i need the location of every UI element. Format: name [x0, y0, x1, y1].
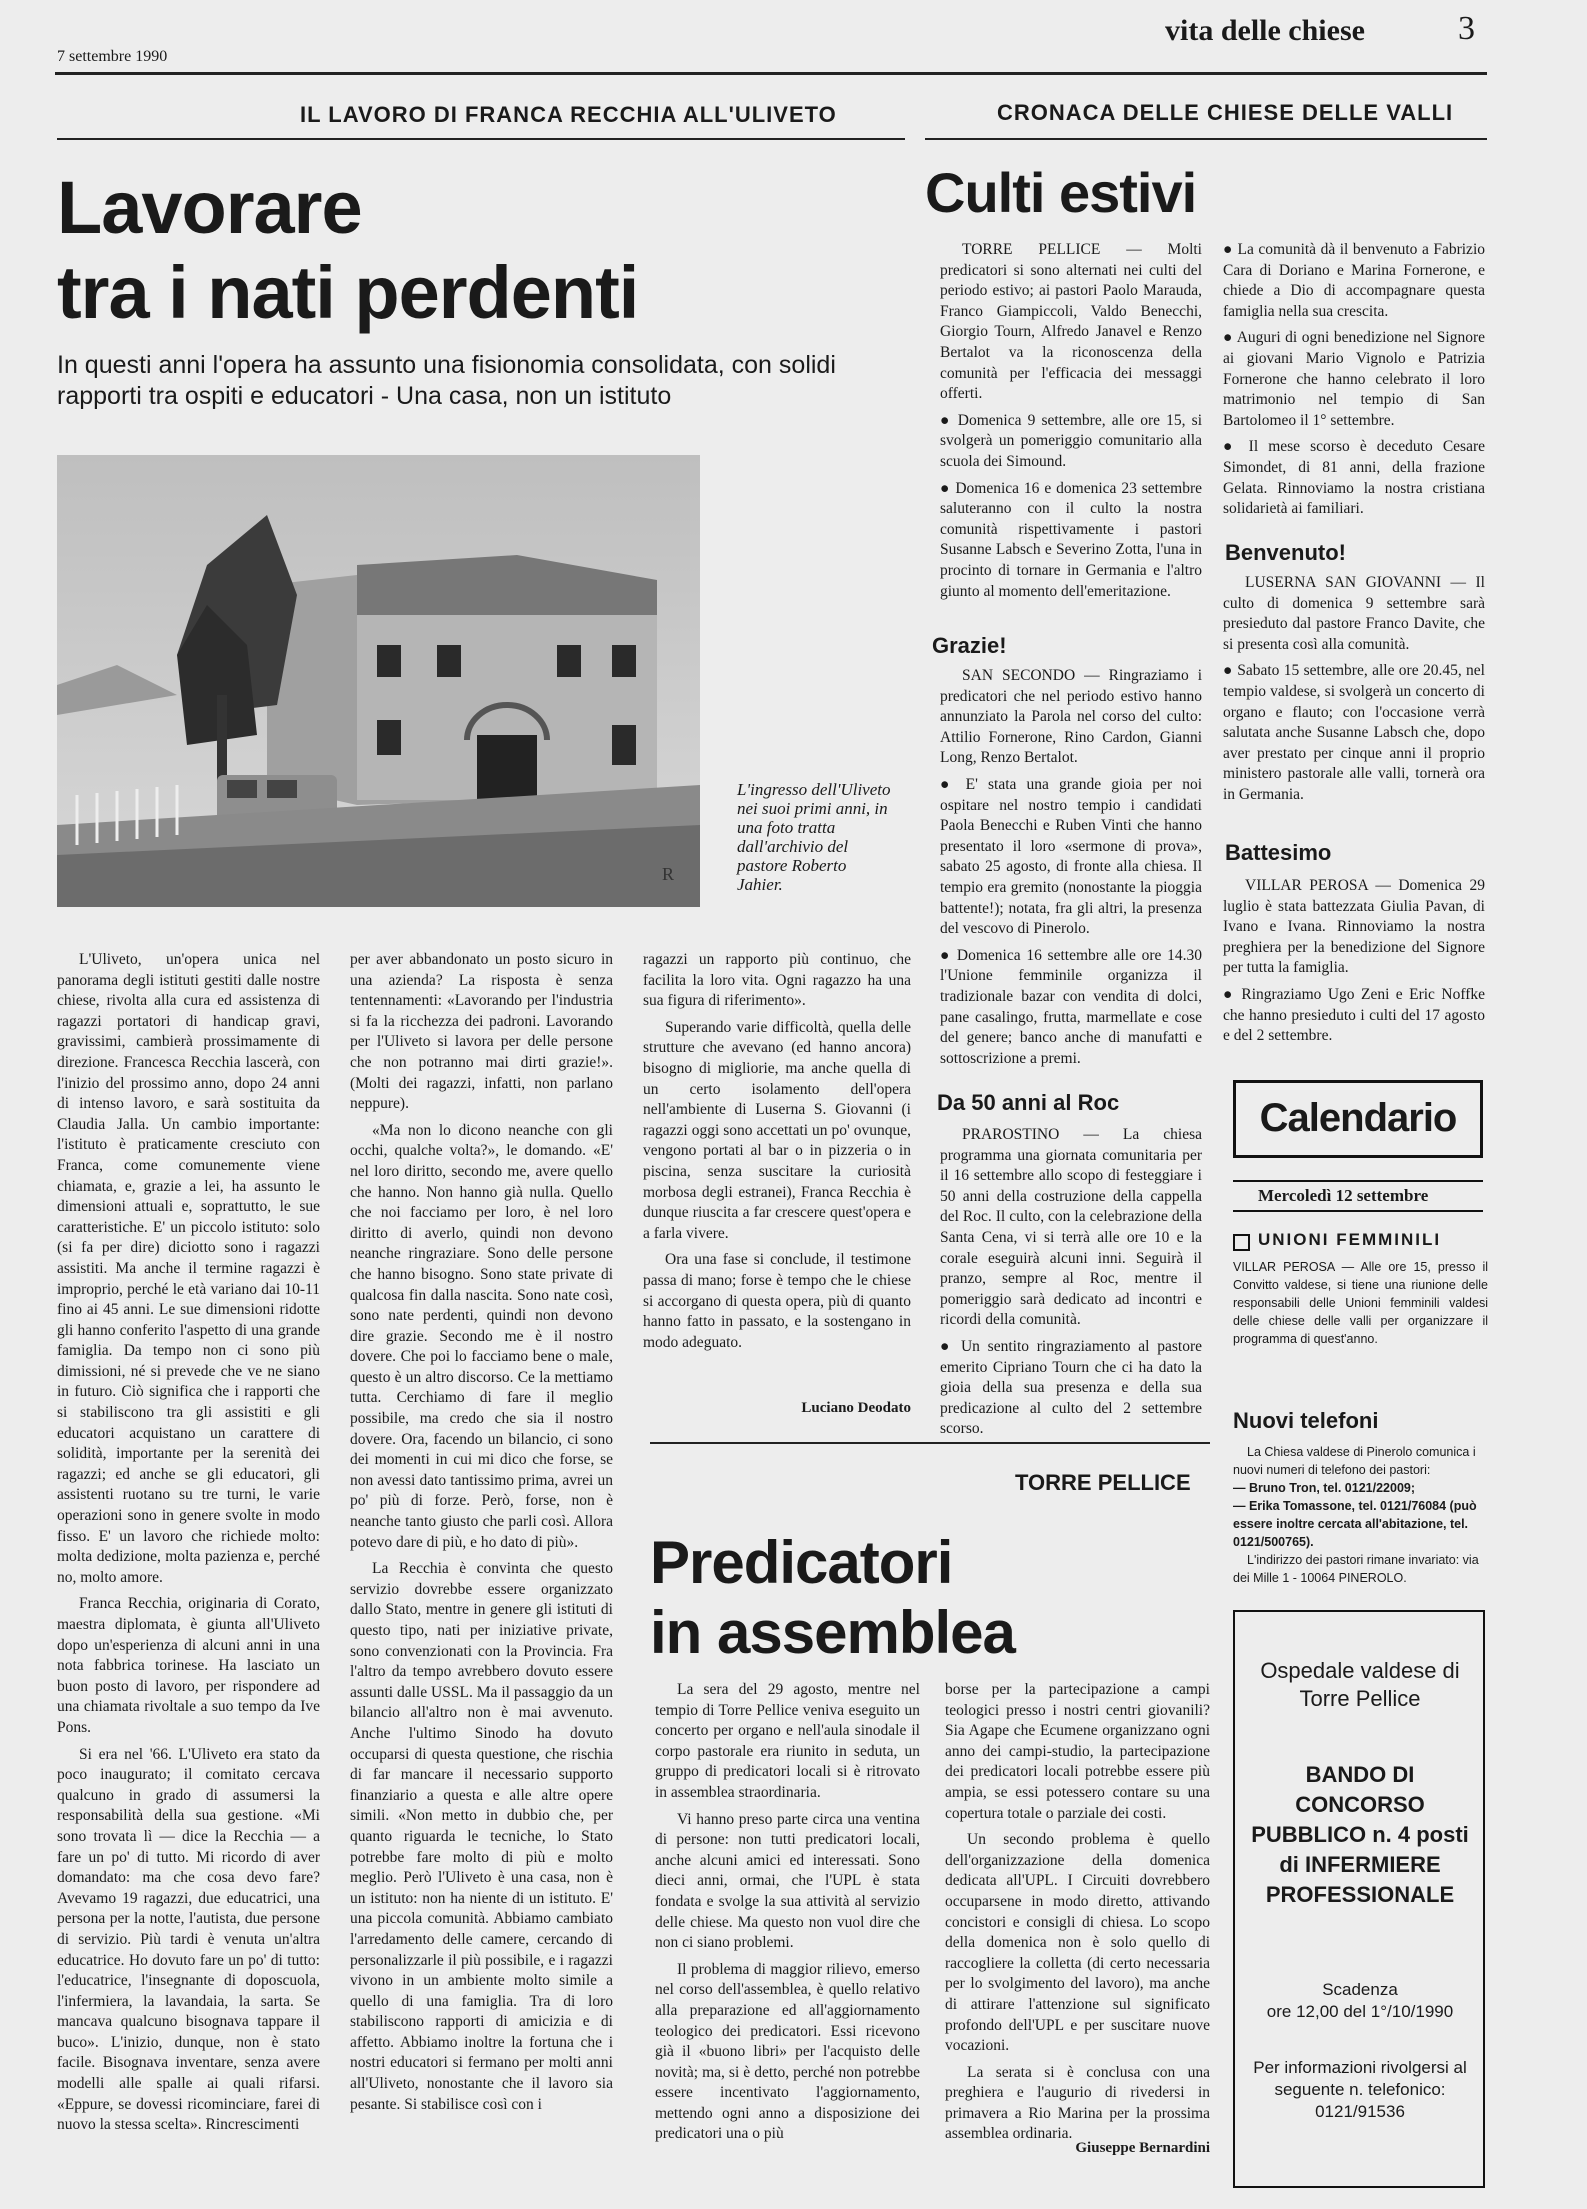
page-number: 3: [1458, 10, 1475, 47]
ad-bando: BANDO DI CONCORSO PUBBLICO n. 4 posti di INFERMIERE PROFESSIONALE: [1251, 1762, 1469, 1907]
photo-caption: L'ingresso dell'Uliveto nei suoi primi anni, in una foto tratta dall'archivio del pastore Roberto Jahier.: [737, 780, 891, 894]
issue-date: 7 settembre 1990: [57, 48, 168, 65]
paragraph: La sera del 29 agosto, mentre nel tempio di Torre Pellice veniva eseguito un concerto per organo e nell'aula sinodale il corpo pastorale era riunito in seduta, un gruppo di predicatori locali si è ritrovato in assemblea straordinaria.: [655, 1681, 920, 1801]
predicatori-column-1: [655, 1680, 920, 2170]
battesimo-heading: Battesimo: [1225, 840, 1332, 865]
paragraph: ● Auguri di ogni benedizione nel Signore ai giovani Mario Vignolo e Patrizia Fornerone che hanno celebrato il loro matrimonio nel tempio di San Bartolomeo il 1° settembre.: [1223, 329, 1485, 429]
ad-box: [1233, 1610, 1485, 2188]
telefoni-entry: — Erika Tomassone, tel. 0121/76084 (può essere inoltre cercata all'abitazione, tel. 0121/500765).: [1233, 1499, 1477, 1549]
paragraph: ● Domenica 16 settembre alle ore 14.30 l'Unione femminile organizza il tradizionale bazar con vendita di dolci, pane casalingo, frutta, marmellate e cose del genere; banco anche di manufatti e sottoscrizione a premi.: [940, 946, 1202, 1067]
paragraph: Si era nel '66. L'Uliveto era stato da poco inaugurato; il comitato cercava qualcuno in grado di assumersi la responsabilità della sua gestione. «Mi sono trovata lì — dice la Recchia — a fare un po' di tutto. Mi ricordo di aver domandato: ma che cosa devo fare? Avevamo 19 ragazzi, due educatrici, una persona per la notte, l'autista, due persone di servizio. Più tardi è venuta un'altra educatrice. Ho dovuto fare un po' di tutto: l'educatrice, l'insegnante di doposcuola, l'infermiera, la lavandaia, la sarta. Se mancava qualcuno bisognava tappare il buco». L'inizio, dunque, non è stato facile. Bisognava inventare, senza avere modelli alle spalle ai quali rifarsi. «Eppure, se dovessi ricominciare, farei di nuovo la stessa scelta». Rincrescimenti: [57, 1745, 320, 2134]
paragraph: ● Ringraziamo Ugo Zeni e Eric Noffke che hanno presieduto i culti del 17 agosto e del 2 settembre.: [1223, 985, 1485, 1045]
paragraph: ● La comunità dà il benvenuto a Fabrizio Cara di Doriano e Marina Fornerone, e chiede a Dio di accompagnare questa famiglia nella sua crescita.: [1223, 241, 1485, 320]
culti-column-2: [1223, 240, 1485, 518]
telefoni-intro: La Chiesa valdese di Pinerolo comunica i nuovi numeri di telefono dei pastori:: [1233, 1445, 1476, 1477]
building-photo-illustration: [57, 455, 700, 907]
paragraph: Superando varie difficoltà, quella delle strutture che avevano (ed hanno ancora) bisogno di migliorie, ma anche quella di un certo isolamento dell'opera nell'ambiente di Luserna S. Giovanni (i ragazzi oggi sono accettati un po' ovunque, vengono portati al bar o in pizzeria o in piscina, senza suscitare la curiosità morbosa degli estranei), Franca Recchia è dunque riuscita a far crescere quest'opera e a farla vivere.: [643, 1018, 911, 1242]
paragraph: borse per la partecipazione a campi teologici presso i nostri centri giovanili? Sia Agape che Ecumene organizzano ogni anno dei campi-studio, la partecipazione dei predicatori locali potrebbe essere più ampia, se essi potessero contare su una copertura totale o parziale dei costi.: [945, 1681, 1210, 1822]
photo-signature: R: [662, 864, 675, 884]
paragraph: LUSERNA SAN GIOVANNI — Il culto di domenica 9 settembre sarà presieduto dal pastore Franco Davite, che si presenta così alla comunità.: [1223, 574, 1485, 653]
telefoni-address: L'indirizzo dei pastori rimane invariato: via dei Mille 1 - 10064 PINEROLO.: [1233, 1553, 1479, 1585]
telefoni-body: [1233, 1443, 1493, 1587]
grazie-body: [940, 666, 1202, 1067]
benvenuto-heading: Benvenuto!: [1225, 540, 1346, 565]
newspaper-title: vita delle chiese: [1165, 14, 1365, 47]
section-rule: [650, 1442, 1210, 1444]
article-column-2: [350, 950, 613, 2165]
grazie-heading: Grazie!: [932, 633, 1007, 658]
calendario-box: [1233, 1080, 1483, 1158]
paragraph: «Ma non lo dicono neanche con gli occhi, qualche volta?», le domando. «E' nel loro diritto, secondo me, avere quello che hanno. Non hanno già nulla. Quello che noi facciamo per loro, è nel loro diritto di averlo, quindi non devono neanche ringraziare. Sono delle persone che hanno bisogno. Sono state private di qualcosa fin dalla nascita. Sono nate così, sono nate perdenti, quindi non devono dire grazie. Secondo me è il nostro dovere. Che poi lo facciamo bene o male, questo è un altro discorso. Ce la mettiamo tutta. Cerchiamo di fare il meglio possibile, ma credo che sia il nostro dovere. Ora, facendo un bilancio, ci sono dei momenti in cui mi dico che forse, se non avessi dato tantissimo prima, avrei un po' più di forze. Però, forse, non è neanche tanto giusto che parli così. Allora potevo dare di più, e ho dato di più».: [350, 1121, 613, 1551]
roc-body: [940, 1125, 1202, 1438]
uliveto-photo: [57, 455, 700, 907]
predicatori-headline-1: Predicatori: [650, 1529, 953, 1596]
paragraph: ● Sabato 15 settembre, alle ore 20.45, nel tempio valdese, si svolgerà un concerto di organo e flauto; con l'occasione verrà salutata anche Susanne Labsch che, dopo aver prestato per cinque anni il proprio ministero pastorale alle valli, tornerà ora in Germania.: [1223, 662, 1485, 803]
kicker-rule: [57, 138, 905, 140]
paragraph: ● E' stata una grande gioia per noi ospitare nel nostro tempio i candidati Paola Benecchi e Ruben Vinti che hanno presentato il loro «sermone di prova», sabato 25 agosto, di fronte alla chiesa. Il tempio era gremito (nonostante la pioggia battente!); notata, fra gli altri, la presenza del vescovo di Pinerolo.: [940, 775, 1202, 938]
paragraph: ragazzi un rapporto più continuo, che facilita la loro vita. Ogni ragazzo ha una sua figura di riferimento».: [643, 951, 911, 1010]
benvenuto-body: [1223, 573, 1485, 833]
paragraph: PRAROSTINO — La chiesa programma una giornata comunitaria per il 16 settembre allo scopo di festeggiare i 50 anni della costruzione della cappella del Roc. Il culto, con la celebrazione della Santa Cena, vi si terrà alle ore 10 e la corale eseguirà alcuni inni. Seguirà il pranzo, sempre al Roc, mentre il pomeriggio sarà dedicato ad incontri e ricordi della comunità.: [940, 1126, 1202, 1329]
article-column-1: [57, 950, 320, 2165]
paragraph: La Recchia è convinta che questo servizio dovrebbe essere organizzato dallo Stato, mentre in genere gli istituti di questo tipo, nati per iniziative private, sono convenzionati con la Provincia. Fra l'altro da tempo avrebbero dovuto essere assunti dalle USSL. Ma il passaggio da un bilancio all'altro non è mai avvenuto. Anche l'ultimo Sinodo ha dovuto occuparsi di questa questione, che rischia di far mancare il necessario supporto finanziario a questa e alle altre opere simili. «Non metto in dubbio che, per quanto riguarda le tecniche, lo Stato potrebbe fare molto di più e molto meglio. Però l'Uliveto è una casa, non è un istituto: non ha niente di un istituto. E' una piccola comunità. Abbiamo cambiato l'arredamento delle camere, cercando di personalizzarle il più possibile, e i ragazzi vivono in un ambiente molto simile a quello di una famiglia. Tra di loro stabiliscono rapporti di amicizia e di affetto. Abbiamo inoltre la fortuna che i nostri educatori si fermano per molti anni all'Uliveto, nonostante che il lavoro sia pesante. Si stabilisce così con i: [350, 1560, 613, 2113]
article-kicker: IL LAVORO DI FRANCA RECCHIA ALL'ULIVETO: [300, 102, 837, 127]
calendario-rule-top: [1233, 1180, 1483, 1182]
roc-heading: Da 50 anni al Roc: [937, 1090, 1120, 1115]
article-deck: In questi anni l'opera ha assunto una fisionomia consolidata, con solidi rapporti tra ospiti e educatori - Una casa, non un istituto: [57, 351, 836, 410]
calendario-title: Calendario: [1259, 1096, 1457, 1140]
predicatori-column-2: [945, 1680, 1210, 2143]
unioni-body: VILLAR PEROSA — Alle ore 15, presso il Convitto valdese, si tiene una riunione delle responsabili delle Unioni femminili valdesi delle chiese delle valli per organizzare il programma di quest'anno.: [1233, 1260, 1488, 1346]
telefoni-entry: — Bruno Tron, tel. 0121/22009;: [1233, 1481, 1416, 1495]
calendario-date: Mercoledì 12 settembre: [1258, 1186, 1429, 1205]
predicatori-kicker: TORRE PELLICE: [1015, 1470, 1191, 1495]
paragraph: SAN SECONDO — Ringraziamo i predicatori che nel periodo estivo hanno annunziato la Parola nel corso del culto: Attilio Fornerone, Rino Cardon, Gianni Long, Renzo Bertalot.: [940, 667, 1202, 767]
paragraph: ● Il mese scorso è deceduto Cesare Simondet, di 81 anni, della frazione Gelata. Rinnoviamo la nostra cristiana solidarietà ai familiari.: [1223, 438, 1485, 518]
predicatori-headline-2: in assemblea: [650, 1599, 1015, 1666]
telefoni-heading: Nuovi telefoni: [1233, 1408, 1379, 1433]
ad-organization: Ospedale valdese di Torre Pellice: [1260, 1658, 1460, 1711]
paragraph: per aver abbandonato un posto sicuro in una azienda? La risposta è senza tentennamenti: «Lavorando per l'industria si fa la ricchezza dei padroni. Lavorando per l'Uliveto si lavora per delle persone che non potranno mai dirti grazie!». (Molti dei ragazzi, infatti, non parlano neppure).: [350, 951, 613, 1113]
ad-deadline-label: Scadenza: [1322, 1980, 1398, 1999]
paragraph: ● Domenica 9 settembre, alle ore 15, si svolgerà un pomeriggio comunitario alla scuola dei Simound.: [940, 411, 1202, 470]
battesimo-body: [1223, 876, 1485, 1066]
paragraph: Franca Recchia, originaria di Corato, maestra diplomata, è giunta all'Uliveto dopo un'esperienza di alcuni anni in una nota fabbrica torinese. Ha lasciato un buon posto di lavoro, per rispondere ad una chiamata rivoltale a suo tempo da Ive Pons.: [57, 1595, 320, 1736]
paragraph: ● Un sentito ringraziamento al pastore emerito Cipriano Tourn che ci ha dato la gioia della sua presenza e della sua predicazione al culto del 2 settembre scorso.: [940, 1337, 1202, 1438]
section-kicker-rule: [925, 138, 1487, 140]
unioni-heading: UNIONI FEMMINILI: [1258, 1230, 1442, 1249]
ad-deadline: ore 12,00 del 1°/10/1990: [1266, 2002, 1454, 2021]
culti-column-1: [940, 240, 1202, 605]
paragraph: Ora una fase si conclude, il testimone passa di mano; forse è tempo che le chiese si accorgano di questa opera, più di quanto hanno fatto in passato, e la sostengano in modo adeguato.: [643, 1251, 911, 1351]
paragraph: L'Uliveto, un'opera unica nel panorama degli istituti gestiti dalle nostre chiese, rivolta alla cura ed assistenza di ragazzi portatori di handicap gravi, gravissimi, cambierà prossimamente di direzione. Francesca Recchia lascerà, con l'inizio del prossimo anno, dopo 24 anni di intenso lavoro, e sarà sostituita da Claudia Jalla. Un cambio importante: l'istituto è praticamente cresciuto con Franca, come comunemente viene chiamata, e, grazie a lei, ha assunto le dimensioni attuali e, soprattutto, le sue caratteristiche. E' un piccolo istituto: solo (si fa per dire) diciotto sono i ragazzi assistiti. Ma anche il termine ragazzi è improprio, perché le età variano dai 10-11 fino ai 45 anni. Le sue dimensioni ridotte gli hanno conferito l'aspetto di una grande famiglia. Da tempo non ci sono più dimissioni, né si prevede che ve ne siano in futuro. Ciò significa che i rapporti che si stabiliscono tra gli assistiti e gli educatori acquistano un carattere di solidità, importante per la serenità dei ragazzi; ed anche se gli educatori, gli assistenti ruotano su tre turni, le varie operazioni sono in genere svolte in modo fisso. E' un lavoro che richiede molto: molta dedizione, molta pazienza e, perché no, molto amore.: [57, 951, 320, 1586]
paragraph: ● Domenica 16 e domenica 23 settembre saluteranno con il culto la nostra comunità rispettivamente i pastori Susanne Labsch e Severino Zotta, l'una in procinto di tornare in Germania e l'altro giunto al momento dell'emeritazione.: [940, 479, 1202, 600]
headline-line-1: Lavorare: [57, 166, 362, 249]
paragraph: La serata si è conclusa con una preghiera e l'augurio di rivedersi in primavera a Rio Marina per la prossima assemblea ordinaria.: [945, 2063, 1210, 2143]
paragraph: VILLAR PEROSA — Domenica 29 luglio è stata battezzata Giulia Pavan, di Ivano e Ivana. Rinnoviamo la nostra preghiera per la benedizione del Signore per tutta la famiglia.: [1223, 877, 1485, 977]
culti-headline: Culti estivi: [925, 161, 1197, 224]
author-signature: Luciano Deodato: [801, 1400, 911, 1416]
checkbox-icon: [1233, 1234, 1250, 1251]
paragraph: Vi hanno preso parte circa una ventina di persone: non tutti predicatori locali, anche alcuni amici ed interessati. Sono dieci anni, ormai, che l'UPL è stata fondata e svolge la sua attività al servizio delle chiese. Ma questo non vuol dire che non ci siano problemi.: [655, 1810, 920, 1952]
ad-info: Per informazioni rivolgersi al seguente n. telefonico:: [1253, 2058, 1467, 2099]
predicatori-signature: Giuseppe Bernardini: [1075, 2140, 1210, 2156]
masthead-rule: [55, 72, 1487, 75]
calendario-rule-bottom: [1233, 1210, 1483, 1212]
paragraph: Il problema di maggior rilievo, emerso nel corso dell'assemblea, è quello relativo alla preparazione ed all'aggiornamento teologico dei predicatori. Essi ricevono già il «buono libri» per l'acquisto delle novità; ma, si è detto, perché non potrebbe essere incentivato l'aggiornamento, mettendo ogni anno a disposizione dei predicatori una o più: [655, 1960, 920, 2143]
paragraph: TORRE PELLICE — Molti predicatori si sono alternati nei culti del periodo estivo; ai pastori Paolo Marauda, Franco Giampiccoli, Valdo Benecchi, Giorgio Tourn, Alfredo Janavel e Renzo Bertalot va la riconoscenza della comunità per l'efficacia dei messaggi offerti.: [940, 241, 1202, 403]
paragraph: Un secondo problema è quello dell'organizzazione della domenica dedicata all'UPL. I Circuiti dovrebbero occuparsene in modo diretto, attivando concistori e consigli di chiesa. Lo scopo della domenica non è solo quello di raccogliere la colletta (di certo necessaria per lo svolgimento del lavoro), ma anche di attirare l'attenzione sul significato profondo dell'UPL e per suscitare nuove vocazioni.: [945, 1831, 1210, 2055]
article-column-3: [643, 950, 911, 1390]
headline-line-2: tra i nati perdenti: [57, 251, 639, 334]
ad-phone: 0121/91536: [1315, 2102, 1405, 2121]
section-kicker: CRONACA DELLE CHIESE DELLE VALLI: [997, 100, 1454, 125]
